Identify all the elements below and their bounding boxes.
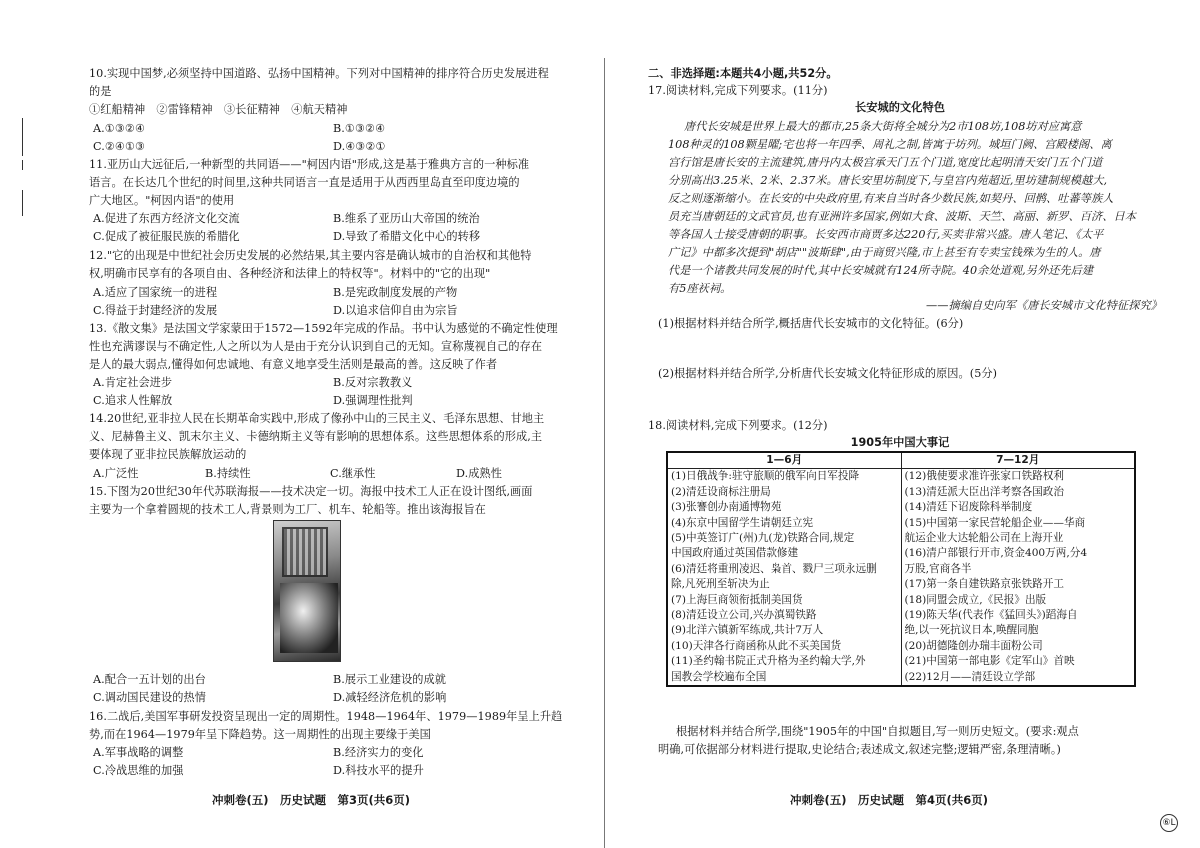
q18-task-line-2: 明确,可依据部分材料进行提取,史论结合;表述成文,叙述完整;逻辑严密,条理清晰。) bbox=[658, 743, 1061, 756]
q12-option-d: D.以追求信仰自由为宗旨 bbox=[333, 304, 458, 317]
right-page bbox=[600, 0, 1200, 848]
q15-line-1: 15.下图为20世纪30年代苏联海报——技术决定一切。海报中技术工人正在设计图纸,画面 bbox=[89, 485, 533, 498]
left-page-footer: 冲刺卷(五) 历史试题 第3页(共6页) bbox=[212, 793, 411, 807]
q14-line-1: 14.20世纪,亚非拉人民在长期革命实践中,形成了像孙中山的三民主义、毛泽东思想、甘地主 bbox=[89, 412, 545, 425]
q16-option-b: B.经济实力的变化 bbox=[333, 746, 424, 759]
event-item: 航运企业大达轮船公司在上海开业 bbox=[904, 532, 1064, 545]
q18-table-title: 1905年中国大事记 bbox=[850, 436, 950, 449]
q14-option-d: D.成熟性 bbox=[456, 467, 502, 480]
q17-material-line: 宫行馆是唐长安的主流建筑,唐丹内太极宫承天门五个门道,宽度比起明清天安门五个门道 bbox=[668, 156, 1103, 169]
event-item: (16)清户部银行开市,资金400万两,分4 bbox=[904, 547, 1088, 560]
q11-option-d: D.导致了希腊文化中心的转移 bbox=[333, 230, 481, 243]
col-header-jul-dec: 7—12月 bbox=[901, 452, 1135, 469]
q12-line-2: 权,明确市民享有的各项自由、各种经济和法律上的特权等"。材料中的"它的出现" bbox=[89, 267, 491, 280]
q17-material-line: 分别高出3.25米、2米、2.37米。唐长安里坊制度下,与皇宫内苑超近,里坊建制规模越大, bbox=[668, 174, 1108, 187]
q15-line-2: 主要为一个拿着圆规的技术工人,背景则为工厂、机车、轮船等。推出该海报旨在 bbox=[89, 503, 486, 516]
q14-line-2: 义、尼赫鲁主义、凯末尔主义、卡德纳斯主义等有影响的思想体系。这些思想体系的形成,主 bbox=[89, 430, 543, 443]
event-item: 除,凡死刑至斩决为止 bbox=[671, 578, 770, 591]
event-item: (11)圣约翰书院正式升格为圣约翰大学,外 bbox=[671, 655, 866, 668]
q15-option-b: B.展示工业建设的成就 bbox=[333, 673, 447, 686]
event-item: (21)中国第一部电影《定军山》首映 bbox=[904, 655, 1075, 668]
binding-mark bbox=[22, 160, 23, 170]
q13-option-c: C.追求人性解放 bbox=[93, 394, 173, 407]
q16-option-d: D.科技水平的提升 bbox=[333, 764, 424, 777]
q12-line-1: 12."它的出现是中世纪社会历史发展的必然结果,其主要内容是确认城市的自治权和其他特 bbox=[89, 249, 532, 262]
event-item: (10)天津各行商函称从此不买美国货 bbox=[671, 639, 842, 652]
q13-line-3: 是人的最大弱点,懂得如何忠诚地、有意义地享受生活则是最高的善。这反映了作者 bbox=[89, 358, 498, 371]
q13-line-1: 13.《散文集》是法国文学家蒙田于1572—1592年完成的作品。书中认为感觉的不确定性使理 bbox=[89, 322, 558, 335]
q12-option-a: A.适应了国家统一的进程 bbox=[93, 286, 218, 299]
events-column-jan-jun bbox=[667, 469, 901, 686]
q17-material-title: 长安城的文化特色 bbox=[855, 101, 945, 114]
q17-material-line: 代是一个诸教共同发展的时代,其中长安城就有124所寺院。40余处道观,另外还先后建 bbox=[668, 264, 1094, 277]
q17-intro: 17.阅读材料,完成下列要求。(11分) bbox=[648, 84, 828, 97]
event-item: 中国政府通过英国借款修建 bbox=[671, 547, 799, 560]
q17-material-line: 反之则逐渐缩小。在长安的中央政府里,有来自当时各少数民族,如契丹、回鹘、吐蕃等族人 bbox=[668, 192, 1114, 205]
q13-line-2: 性也充满谬误与不确定性,人之所以为人是由于充分认识到自己的无知。宣称蔑视自己的存在 bbox=[89, 340, 543, 353]
events-column-jul-dec bbox=[901, 469, 1135, 686]
q10-option-c: C.②④①③ bbox=[93, 140, 146, 153]
event-item: (1)日俄战争:驻守旅顺的俄军向日军投降 bbox=[671, 470, 860, 483]
q16-option-a: A.军事战略的调整 bbox=[93, 746, 184, 759]
q16-line-1: 16.二战后,美国军事研发投资呈现出一定的周期性。1948—1964年、1979—1989年呈上升趋 bbox=[89, 710, 563, 723]
q15-option-d: D.减轻经济危机的影响 bbox=[333, 691, 447, 704]
q14-option-b: B.持续性 bbox=[205, 467, 251, 480]
q17-material-line: 员充当唐朝廷的文武官员,也有亚洲许多国家,例如大食、波斯、天竺、高丽、新罗、百济、日本 bbox=[668, 210, 1136, 223]
event-item: (17)第一条自建铁路京张铁路开工 bbox=[904, 578, 1064, 591]
q10-option-a: A.①③②④ bbox=[93, 122, 146, 135]
event-item: (18)同盟会成立,《民报》出版 bbox=[904, 593, 1047, 606]
event-item: 国教会学校遍布全国 bbox=[671, 670, 767, 683]
q17-material-line: 唐代长安城是世界上最大的都市,25条大街将全城分为2市108坊,108坊对应寓意 bbox=[684, 120, 1082, 133]
q12-option-c: C.得益于封建经济的发展 bbox=[93, 304, 218, 317]
q11-option-b: B.维系了亚历山大帝国的统治 bbox=[333, 212, 480, 225]
q13-option-b: B.反对宗教教义 bbox=[333, 376, 413, 389]
q17-material-line: 等各国人士接受唐朝的职事。长安西市商贾多达220行,买卖非常兴盛。唐人笔记、《太平 bbox=[668, 228, 1104, 241]
event-item: (13)清廷派大臣出洋考察各国政治 bbox=[904, 485, 1064, 498]
q17-source: ——摘编自史向军《唐长安城市文化特征探究》 bbox=[926, 299, 1162, 312]
q14-option-a: A.广泛性 bbox=[93, 467, 139, 480]
q18-intro: 18.阅读材料,完成下列要求。(12分) bbox=[648, 419, 828, 432]
q11-line-1: 11.亚历山大远征后,一种新型的共同语——"柯因内语"形成,这是基于雅典方言的一种标准 bbox=[89, 158, 530, 171]
q15-option-c: C.调动国民建设的热情 bbox=[93, 691, 206, 704]
corner-stamp-icon: ⑥L bbox=[1160, 814, 1178, 832]
q17-material-line: 108种灵的108颗星曜;宅也将一年四季、周礼之制,皆寓于坊列。城垣门阙、宫殿楼阁、离 bbox=[668, 138, 1112, 151]
soviet-poster-image bbox=[273, 520, 341, 662]
q17-material-line: 有5座祆祠。 bbox=[668, 282, 732, 295]
q17-material-line: 广记》中都多次提到"胡店""波斯肆",由于商贸兴隆,市上甚至有专卖宝钱殊为生的人。唐 bbox=[668, 246, 1101, 259]
q16-line-2: 势,而在1964—1979年呈下降趋势。这一周期性的出现主要缘于美国 bbox=[89, 728, 431, 741]
col-header-jan-jun: 1—6月 bbox=[667, 452, 901, 469]
q14-option-c: C.继承性 bbox=[330, 467, 376, 480]
event-item: (4)东京中国留学生请朝廷立宪 bbox=[671, 516, 814, 529]
q10-line-2: 的是 bbox=[89, 85, 112, 98]
q18-task-line-1: 根据材料并结合所学,围绕"1905年的中国"自拟题目,写一则历史短文。(要求:观点 bbox=[676, 725, 1079, 738]
section-title: 二、非选择题:本题共4小题,共52分。 bbox=[648, 67, 838, 80]
q10-line-1: 10.实现中国梦,必须坚持中国道路、弘扬中国精神。下列对中国精神的排序符合历史发展进程 bbox=[89, 67, 549, 80]
q17-sub1: (1)根据材料并结合所学,概括唐代长安城市的文化特征。(6分) bbox=[658, 317, 964, 330]
q13-option-d: D.强调理性批判 bbox=[333, 394, 413, 407]
q13-option-a: A.肯定社会进步 bbox=[93, 376, 173, 389]
event-item: (19)陈天华(代表作《猛回头》)蹈海自 bbox=[904, 609, 1078, 622]
event-item: (14)清廷下诏废除科举制度 bbox=[904, 501, 1033, 514]
q17-sub2: (2)根据材料并结合所学,分析唐代长安城文化特征形成的原因。(5分) bbox=[658, 367, 998, 380]
binding-mark bbox=[22, 118, 23, 156]
event-item: (2)清廷设商标注册局 bbox=[671, 485, 771, 498]
q16-option-c: C.冷战思维的加强 bbox=[93, 764, 184, 777]
events-table-1905 bbox=[666, 451, 1136, 687]
binding-mark bbox=[22, 190, 23, 216]
event-item: (12)俄使要求准许张家口铁路权利 bbox=[904, 470, 1064, 483]
event-item: (6)清廷将重刑凌迟、枭首、戮尸三项永远删 bbox=[671, 562, 877, 575]
q10-option-d: D.④③②① bbox=[333, 140, 386, 153]
event-item: (22)12月——清廷设立学部 bbox=[904, 670, 1036, 683]
q11-line-3: 广大地区。"柯因内语"的使用 bbox=[89, 194, 235, 207]
q10-line-3: ①红船精神 ②雷锋精神 ③长征精神 ④航天精神 bbox=[89, 103, 348, 116]
event-item: (9)北洋六镇新军练成,共计7万人 bbox=[671, 624, 824, 637]
right-page-footer: 冲刺卷(五) 历史试题 第4页(共6页) bbox=[790, 793, 989, 807]
q14-line-3: 要体现了亚非拉民族解放运动的 bbox=[89, 448, 247, 461]
event-item: (8)清廷设立公司,兴办滇蜀铁路 bbox=[671, 609, 817, 622]
q11-option-a: A.促进了东西方经济文化交流 bbox=[93, 212, 240, 225]
event-item: (3)张謇创办南通博物苑 bbox=[671, 501, 782, 514]
event-item: (20)胡德隆创办瑞丰面粉公司 bbox=[904, 639, 1043, 652]
event-item: 绝,以一死抗议日本,唤醒同胞 bbox=[904, 624, 1039, 637]
event-item: 万股,官商各半 bbox=[904, 562, 972, 575]
q11-option-c: C.促成了被征服民族的希腊化 bbox=[93, 230, 240, 243]
q11-line-2: 语言。在长达几个世纪的时间里,这种共同语言一直是适用于从西西里岛直至印度边境的 bbox=[89, 176, 520, 189]
event-item: (5)中英签订广(州)九(龙)铁路合同,规定 bbox=[671, 532, 855, 545]
q15-option-a: A.配合一五计划的出台 bbox=[93, 673, 206, 686]
event-item: (7)上海巨商领衔抵制美国货 bbox=[671, 593, 803, 606]
event-item: (15)中国第一家民营轮船企业——华商 bbox=[904, 516, 1086, 529]
q10-option-b: B.①③②④ bbox=[333, 122, 386, 135]
q12-option-b: B.是宪政制度发展的产物 bbox=[333, 286, 458, 299]
